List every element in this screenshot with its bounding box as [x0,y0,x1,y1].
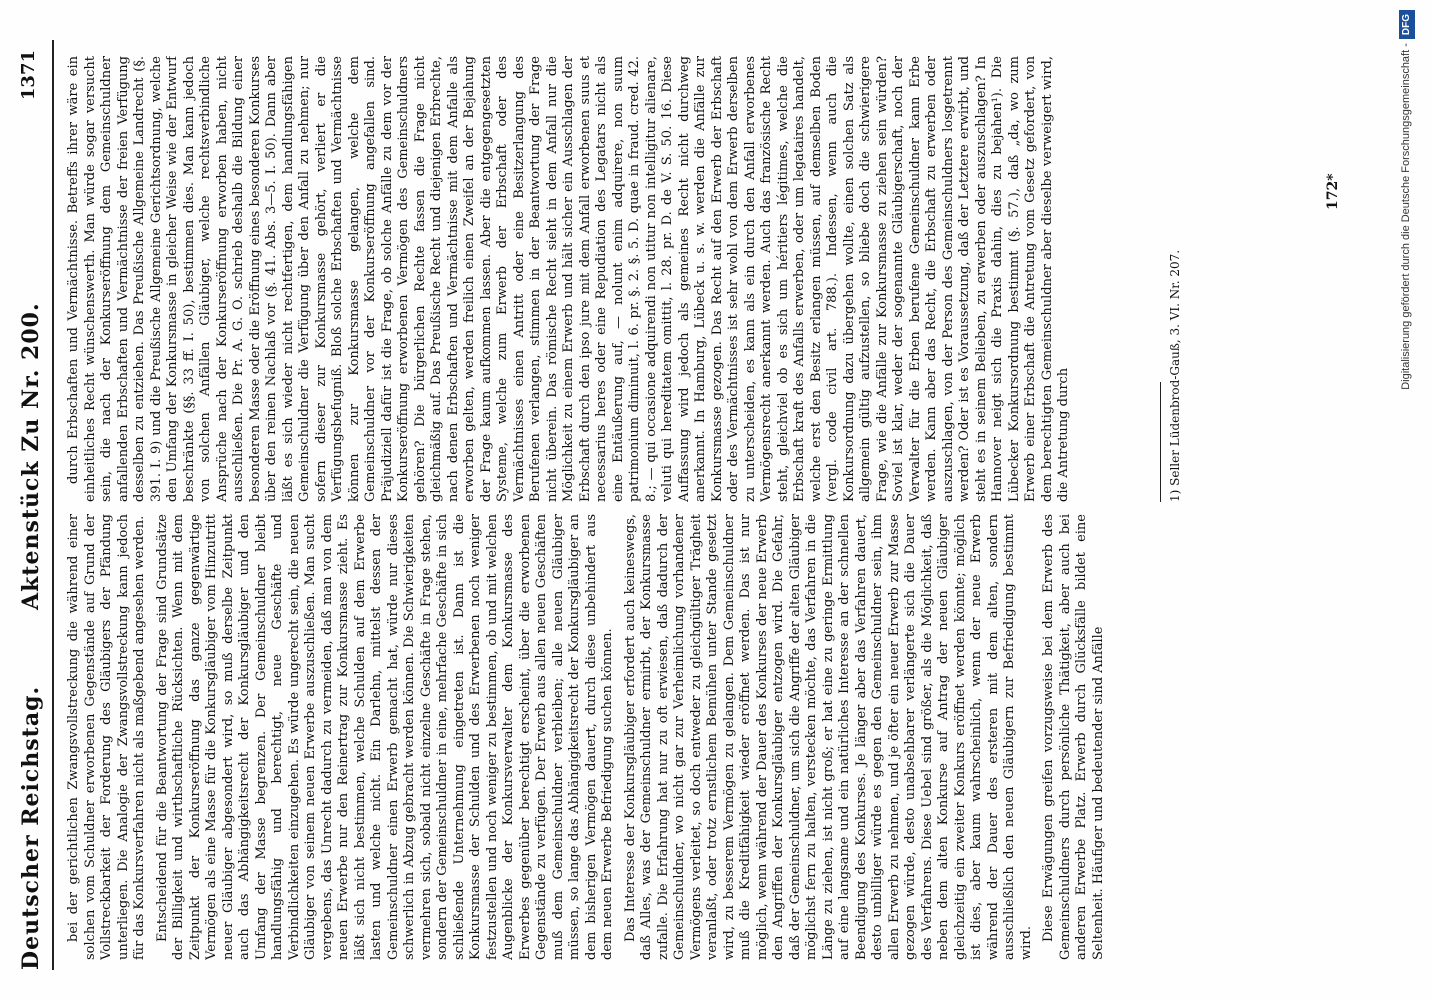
page-number: 1371 [18,50,39,101]
footnote: 1) Seller Lüdenbrod-Gauß, 3. VI. Nr. 207. [1168,249,1182,502]
paragraph: durch Erbschaften und Vermächtnisse. Betreffs ihrer wäre ein einheitliches Recht wünschenswerth. Man würde sogar versucht sein, die nach der Konkurseröffnung dem Gemeinschuldner anfallenden Erbschaften und Vermächtnisse der freien Verfügung desselben zu entziehen. Das Preußische Allgemeine Landrecht (§. 391. I. 9) und die Preußische Allgemeine Gerichtsordnung, welche den Umfang der Konkursmasse in gleicher Weise wie der Entwurf beschränkte (§§. 33 ff. I. 50), bestimmen dies. Man kann jedoch von solchen Anfällen Gläubiger, welche rechtsverbindliche Ansprüche nach der Konkurseröffnung erworben haben, nicht ausschließen. Die Pr. A. G. O. schrieb deshalb die Bildung einer besonderen Masse oder die Eröffnung eines besonderen Konkurses über den reinen Nachlaß vor (§. 41. Abs. 3—5. I. 50). Dann aber läßt es sich wieder nicht rechtfertigen, dem handlungsfähigen Gemeinschuldner die Verfügung über den Anfall zu nehmen; nur sofern dieser zur Konkursmasse gehört, verliert er die Verfügungsbefugniß. Bloß solche Erbschaften und Vermächtnisse können zur Konkursmasse gelangen, welche dem Gemeinschuldner vor der Konkurseröffnung angefallen sind. Präjudiziell dafür ist die Frage, ob solche Anfälle zu dem vor der Konkurseröffnung erworbenen Vermögen des Gemeinschuldners gehören? Die bürgerlichen Rechte fassen die Frage nicht gleichmäßig auf. Das Preußische Recht und diejenigen Erbrechte, nach denen Erbschaften und Vermächtnisse mit dem Anfalle als erworben gelten, werden freilich einen Zweifel an der Bejahung der Frage kaum aufkommen lassen. Aber die entgegengesetzten Systeme, welche zum Erwerb der Erbschaft oder des Vermächtnisses einen Antritt oder eine Besitzerlangung des Berufenen verlangen, stimmen in der Beantwortung der Frage nicht überein. Das römische Recht sieht in dem Anfall nur die Möglichkeit zu einem Erwerb und hält sicher ein Ausschlagen der Erbschaft durch den ipso jure mit dem Anfall erworbenen suus et necessarius heres oder eine Repudiation des Legatars nicht als eine Entäußerung auf, — nolunt enim adquirere, non suum patrimonium diminuit, l. 6. pr. §. 2. §. 5. D. quae in fraud. cred. 42. 8.; — qui occasione adquirendi non utitur non intelligitur alienare, veluti qui hereditatem omittit, l. 28. pr. D. de V. S. 50. 16. Diese Auffassung wird jedoch als gemeines Recht nicht durchweg anerkannt. In Hamburg, Lübeck u. s. w. werden die Anfälle zur Konkursmasse gezogen. Das Recht auf den Erwerb der Erbschaft oder des Vermächtnisses ist sehr wohl von dem Erwerb derselben zu unterscheiden, es kann als ein durch den Anfall erworbenes Vermögensrecht anerkannt werden. Auch das französische Recht steht, gleichviel ob es sich um héritiers légitimes, welche die Erbschaft kraft des Anfalls erwerben, oder um legataires handelt, welche erst den Besitz erlangen müssen, auf demselben Boden (vergl. code civil art. 788.). Indessen, wenn auch die Konkursordnung dazu übergehen wollte, einen solchen Satz als allgemein gültig aufzustellen, so bliebe doch die schwierigere Frage, wie die Anfälle zur Konkursmasse zu ziehen sein würden? Soviel ist klar, weder der sogenannte Gläubigerschaft, noch der Verwalter für die Erben berufene Gemeinschuldner kann Erbe werden. Kann aber das Recht, die Erbschaft zu erwerben oder auszuschlagen, von der Person des Gemeinschuldners losgetrennt werden? Oder ist es Voraussetzung, daß der Letztere erwirbt, und steht es in seinem Belieben, zu erwerben oder auszuschlagen? In Hannover neigt sich die Praxis dahin, dies zu bejahen¹). Die Lübecker Konkursordnung bestimmt (§. 57.), daß „da, wo zum Erwerb einer Erbschaft die Antretung vom Gesetz gefordert, von dem berechtigten Gemeinschuldner aber dieselbe verweigert wird, die Antretung durch [66,56,1071,502]
text-column-right [66,56,1176,502]
text-column-left [66,514,1216,960]
digitization-attribution [1398,10,1414,990]
page-header [10,50,50,970]
footnote-rule [1160,382,1161,502]
signature-mark: 172* [1325,173,1341,210]
header-rule [52,40,54,970]
dfg-logo: DFG [1399,10,1415,39]
paragraph: Entscheidend für die Beantwortung der Frage sind Grundsätze der Billigkeit und wirthschaftliche Rücksichten. Wenn mit dem Zeitpunkt der Konkurseröffnung das ganze gegenwärtige Vermögen als eine Masse für die Konkursgläubiger vom Hinzutritt neuer Gläubiger abgesondert wird, so muß derselbe Zeitpunkt auch das Abhängigkeitsrecht der Konkursgläubiger und den Umfang der Masse begrenzen. Der Gemeinschuldner bleibt handlungsfähig und berechtigt, neue Geschäfte und Verbindlichkeiten einzugehen. Es würde ungerecht sein, die neuen Gläubiger von seinem neuen Erwerbe auszuschließen. Man sucht vergebens, das Unrecht dadurch zu vermeiden, daß man von dem neuen Erwerbe nur den Reinertrag zur Konkursmasse zieht. Es läßt sich nicht bestimmen, welche Schulden auf dem Erwerbe lasten und welche nicht. Ein Darlehn, mittelst dessen der Gemeinschuldner einen Erwerb gemacht hat, würde nur dieses schwerlich in Abzug gebracht werden können. Die Schwierigkeiten vermehren sich, sobald nicht einzelne Geschäfte in Frage stehen, sondern der Gemeinschuldner in eine, mehrfache Geschäfte in sich schließende Unternehmung eingetreten ist. Dann ist die Konkursmasse der Schulden und des Erwerbenen noch weniger festzustellen und noch weniger zu bestimmen, ob und mit welchen Augenblicke der Konkursverwalter dem Konkursmasse des Erwerbes gegenüber berechtigt erscheint, über die erworbenen Gegenstände zu verfügen. Der Erwerb aus allen neuen Geschäften muß dem Gemeinschuldner verbleiben; alle neuen Gläubiger müssen, so lange das Abhängigkeitsrecht der Konkursgläubiger an dem bisherigen Vermögen dauert, durch diese unbehindert aus dem neuen Erwerbe Befriedigung suchen können. [154,514,615,960]
paragraph: Das Interesse der Konkursgläubiger erfordert auch keineswegs, daß Alles, was der Gemeinschuldner ermirbt, der Konkursmasse zufalle. Die Erfahrung hat nur zu oft erwiesen, daß dadurch der Gemeinschuldner, wo nicht gar zur Verheimlichung vorhandener Vermögens verleitet, so doch entweder zu gleichgültiger Trägheit veranlaßt, oder trotz ernstlichem Bemühen unter Stande gesetzt wird, zu besserem Vermögen zu gelangen. Dem Gemeinschuldner muß die Kreditfähigkeit wieder eröffnet werden. Das ist nur möglich, wenn während der Dauer des Konkurses der neue Erwerb den Angriffen der Konkursgläubiger entzogen wird. Die Gefahr, daß der Gemeinschuldner, um sich die Angriffe der alten Gläubiger möglichst fern zu halten, verstecken möchte, das Verfahren in die Länge zu ziehen, ist nicht groß; er hat eine zu geringe Ermittlung auf eine langsame und ein natürliches Interesse an der schnellen Beendigung des Konkurses. Je länger aber das Verfahren dauert, desto unbilliger würde es gegen den Gemeinschuldner sein, ihm allen Erwerb zu nehmen, und je öfter ein neuer Erwerb zur Masse gezogen würde, desto unabsehbarer verlängerte sich die Dauer des Verfahrens. Diese Uebel sind größer, als die Möglichkeit, daß neben dem alten Konkurse auf Antrag der neuen Gläubiger gleichzeitig ein zweiter Konkurs eröffnet werden könnte; möglich ist dies, aber kaum wahrscheinlich, wenn der neue Erwerb während der Dauer des ersteren mit dem alten, sondern ausschließlich den neuen Gläubigern zur Befriedigung bestimmt wird. [622,514,1034,960]
paragraph: Diese Erwägungen greifen vorzugsweise bei dem Erwerb des Gemeinschuldners durch persönliche Thätigkeit, aber auch bei anderen Erwerbe Platz. Erwerb durch Glücksfälle bildet eine Seltenheit. Häufiger und bedeutender sind Anfälle [1041,514,1106,960]
header-publication: Deutscher Reichstag. [18,685,44,970]
attribution-text: Digitalisierung gefördert durch die Deutsche Forschungsgemeinschaft - [1400,43,1412,390]
paragraph: bei der gerichtlichen Zwangsvollstreckung die während einer solchen vom Schuldner erworbenen Gegenstände auf Grund der Vollstreckbarkeit der Forderung des Gläubigers der Pfändung unterliegen. Die Analogie der Zwangsvollstreckung kann jedoch für das Konkursverfahren nicht als maßgebend angesehen werden. [66,514,147,960]
header-document-number: Aktenstück Zu Nr. 200. [18,302,44,610]
